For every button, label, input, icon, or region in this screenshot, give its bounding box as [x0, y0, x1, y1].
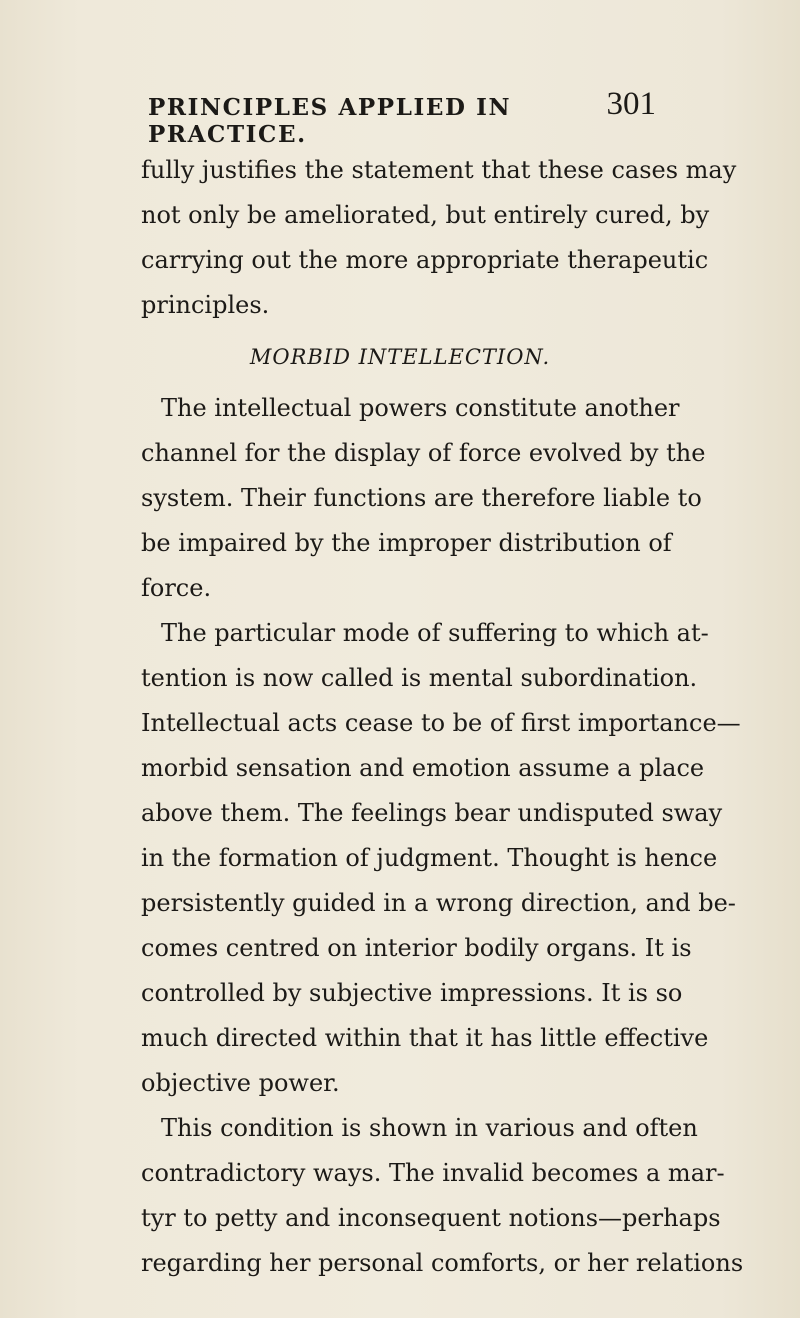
text-line: force.	[141, 574, 212, 602]
text-line: in the formation of judgment. Thought is hence	[141, 844, 718, 872]
text-line: fully justifies the statement that these cases may	[141, 156, 737, 184]
text-line: morbid sensation and emotion assume a place	[141, 754, 705, 782]
text-line: tention is now called is mental subordination.	[141, 664, 698, 692]
text-line: principles.	[141, 291, 270, 319]
text-line: carrying out the more appropriate therapeutic	[141, 246, 709, 274]
text-line: channel for the display of force evolved by the	[141, 439, 706, 467]
text-line: much directed within that it has little effective	[141, 1024, 709, 1052]
section-heading: MORBID INTELLECTION.	[249, 345, 551, 369]
text-line: comes centred on interior bodily organs. It is	[141, 934, 692, 962]
running-head: PRINCIPLES APPLIED IN PRACTICE.	[148, 94, 512, 148]
text-line: Intellectual acts cease to be of first importance—	[141, 709, 741, 737]
text-line: above them. The feelings bear undisputed sway	[141, 799, 723, 827]
text-line: be impaired by the improper distribution of	[141, 529, 672, 557]
text-line: not only be ameliorated, but entirely cured, by	[141, 201, 710, 229]
text-line: tyr to petty and inconsequent notions—perhaps	[141, 1204, 721, 1232]
page-header	[148, 86, 656, 148]
text-line: The intellectual powers constitute another	[161, 394, 680, 422]
text-line: This condition is shown in various and often	[161, 1114, 698, 1142]
page-number: 301	[606, 86, 656, 122]
text-line: objective power.	[141, 1069, 340, 1097]
text-line: The particular mode of suffering to which at-	[161, 619, 709, 647]
text-line: contradictory ways. The invalid becomes a mar-	[141, 1159, 725, 1187]
text-line: controlled by subjective impressions. It is so	[141, 979, 683, 1007]
text-line: regarding her personal comforts, or her relations	[141, 1249, 744, 1277]
body-text	[141, 148, 744, 1286]
text-line: system. Their functions are therefore liable to	[141, 484, 702, 512]
text-line: persistently guided in a wrong direction, and be-	[141, 889, 736, 917]
